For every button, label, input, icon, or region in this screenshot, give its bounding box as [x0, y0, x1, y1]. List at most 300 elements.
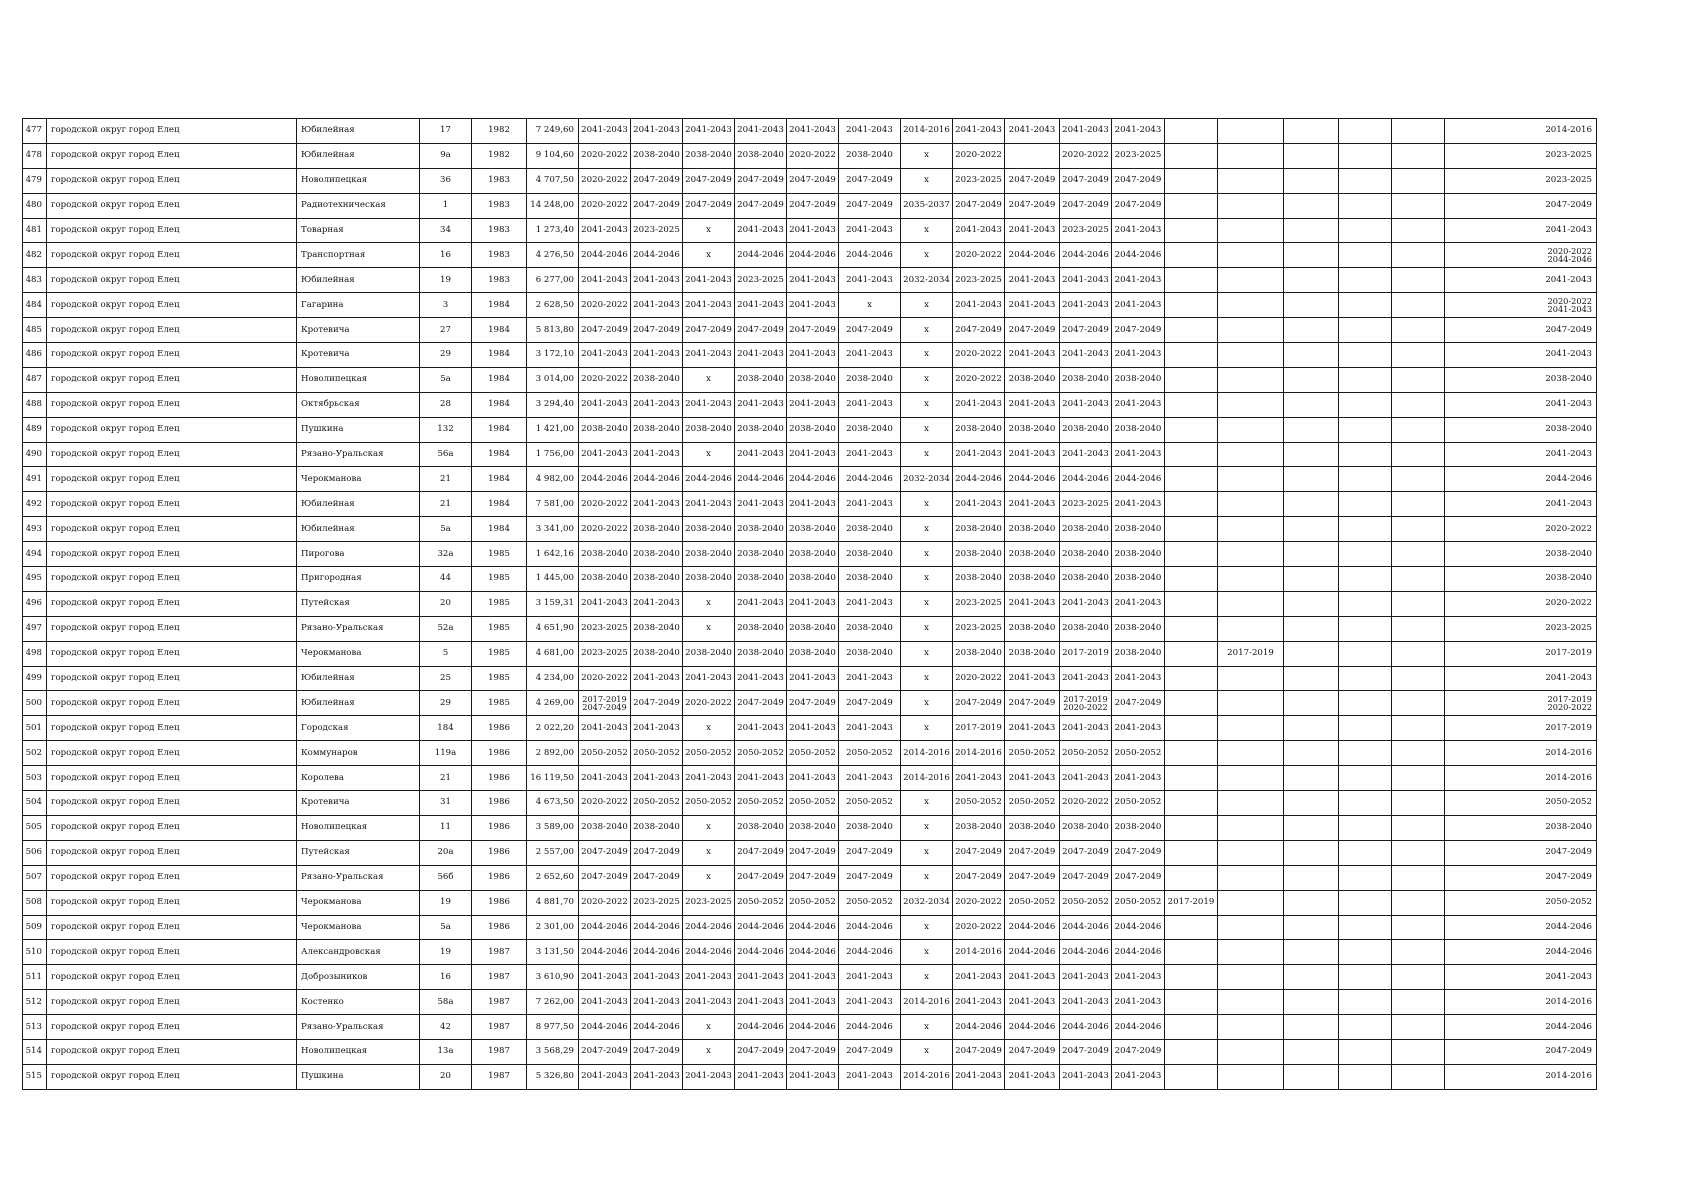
- work-period-cell: 2038-2040: [1005, 367, 1060, 392]
- street-cell: Товарная: [297, 218, 420, 243]
- work-period-cell: [1218, 940, 1284, 965]
- work-period-cell: [1218, 716, 1284, 741]
- work-period-cell: [1284, 940, 1339, 965]
- work-period-cell: 2038-2040: [1005, 616, 1060, 641]
- planned-period-cell: 2047-2049: [1445, 1039, 1597, 1064]
- work-period-cell: 2023-2025: [631, 890, 683, 915]
- planned-period-cell: 2038-2040: [1445, 542, 1597, 567]
- street-cell: Юбилейная: [297, 691, 420, 716]
- work-period-cell: 2050-2052: [1112, 791, 1165, 816]
- area-cell: 1 421,00: [527, 417, 579, 442]
- build-year-cell: 1986: [472, 915, 527, 940]
- work-period-cell: [1284, 119, 1339, 144]
- work-period-cell: 2041-2043: [787, 1064, 839, 1089]
- work-period-cell: 2038-2040: [1005, 815, 1060, 840]
- work-period-cell: [1165, 666, 1218, 691]
- work-period-cell: 2044-2046: [579, 1015, 631, 1040]
- work-period-cell: 2017-2019: [1060, 641, 1112, 666]
- work-period-cell: 2038-2040: [787, 517, 839, 542]
- work-period-cell: х: [683, 1039, 735, 1064]
- work-period-cell: 2050-2052: [1005, 890, 1060, 915]
- house-number-cell: 19: [420, 940, 472, 965]
- table-row: [23, 492, 1597, 517]
- work-period-cell: 2041-2043: [839, 591, 901, 616]
- work-period-cell: 2038-2040: [787, 542, 839, 567]
- work-period-cell: 2017-2019: [1165, 890, 1218, 915]
- work-period-cell: [1165, 791, 1218, 816]
- planned-period-cell: 2044-2046: [1445, 940, 1597, 965]
- work-period-cell: [1392, 1015, 1445, 1040]
- street-cell: Пушкина: [297, 417, 420, 442]
- work-period-cell: 2041-2043: [631, 716, 683, 741]
- work-period-cell: [1218, 865, 1284, 890]
- work-period-cell: 2041-2043: [735, 766, 787, 791]
- work-period-cell: 2044-2046: [1112, 940, 1165, 965]
- work-period-cell: 2047-2049: [787, 193, 839, 218]
- area-cell: 1 642,16: [527, 542, 579, 567]
- work-period-cell: х: [901, 915, 953, 940]
- work-period-cell: х: [901, 965, 953, 990]
- build-year-cell: 1984: [472, 343, 527, 368]
- row-number-cell: 498: [23, 641, 47, 666]
- table-row: [23, 517, 1597, 542]
- work-period-cell: 2041-2043: [735, 293, 787, 318]
- work-period-cell: 2050-2052: [1060, 741, 1112, 766]
- work-period-cell: 2041-2043: [683, 766, 735, 791]
- house-number-cell: 9а: [420, 143, 472, 168]
- work-period-cell: 2014-2016: [901, 990, 953, 1015]
- table-row: [23, 641, 1597, 666]
- work-period-cell: [1392, 392, 1445, 417]
- work-period-cell: 2047-2049: [953, 1039, 1005, 1064]
- work-period-cell: 2041-2043: [1060, 990, 1112, 1015]
- work-period-cell: х: [901, 243, 953, 268]
- work-period-cell: 2041-2043: [1060, 1064, 1112, 1089]
- work-period-cell: 2047-2049: [953, 691, 1005, 716]
- work-period-cell: 2014-2016: [901, 741, 953, 766]
- work-period-cell: [1165, 293, 1218, 318]
- work-period-cell: [1284, 865, 1339, 890]
- municipality-cell: городской округ город Елец: [47, 666, 297, 691]
- table-row: [23, 741, 1597, 766]
- work-period-cell: 2038-2040: [631, 417, 683, 442]
- work-period-cell: [1165, 990, 1218, 1015]
- work-period-cell: [1392, 940, 1445, 965]
- work-period-cell: 2038-2040: [1112, 542, 1165, 567]
- work-period-cell: [1284, 741, 1339, 766]
- work-period-cell: 2014-2016: [901, 766, 953, 791]
- work-period-cell: 2044-2046: [953, 1015, 1005, 1040]
- work-period-cell: 2041-2043: [839, 766, 901, 791]
- work-period-cell: 2038-2040: [1112, 815, 1165, 840]
- work-period-cell: 2041-2043: [1005, 965, 1060, 990]
- work-period-cell: х: [901, 367, 953, 392]
- row-number-cell: 511: [23, 965, 47, 990]
- street-cell: Юбилейная: [297, 119, 420, 144]
- work-period-cell: х: [901, 666, 953, 691]
- work-period-cell: 2041-2043: [683, 492, 735, 517]
- work-period-cell: [1284, 417, 1339, 442]
- work-period-cell: 2038-2040: [735, 815, 787, 840]
- build-year-cell: 1986: [472, 791, 527, 816]
- house-number-cell: 52а: [420, 616, 472, 641]
- row-number-cell: 489: [23, 417, 47, 442]
- table-row: [23, 168, 1597, 193]
- work-period-cell: х: [683, 616, 735, 641]
- work-period-cell: [1284, 1039, 1339, 1064]
- work-period-cell: [1165, 1039, 1218, 1064]
- planned-period-cell: 2020-2022: [1445, 517, 1597, 542]
- work-period-cell: [1339, 143, 1392, 168]
- work-period-cell: 2038-2040: [953, 641, 1005, 666]
- capital-repair-schedule-table: [22, 118, 1597, 1090]
- work-period-cell: 2044-2046: [787, 915, 839, 940]
- work-period-cell: [1284, 791, 1339, 816]
- area-cell: 3 172,10: [527, 343, 579, 368]
- work-period-cell: [1284, 243, 1339, 268]
- work-period-cell: [1284, 343, 1339, 368]
- work-period-cell: [1392, 243, 1445, 268]
- work-period-cell: 2041-2043: [579, 591, 631, 616]
- work-period-cell: 2020-2022: [579, 293, 631, 318]
- area-cell: 3 159,31: [527, 591, 579, 616]
- table-row: [23, 243, 1597, 268]
- work-period-cell: 2041-2043: [839, 990, 901, 1015]
- row-number-cell: 503: [23, 766, 47, 791]
- work-period-cell: 2038-2040: [735, 417, 787, 442]
- work-period-cell: 2041-2043: [1005, 218, 1060, 243]
- work-period-cell: [1392, 591, 1445, 616]
- area-cell: 4 276,50: [527, 243, 579, 268]
- table-row: [23, 716, 1597, 741]
- work-period-cell: 2020-2022: [953, 367, 1005, 392]
- work-period-cell: [1165, 467, 1218, 492]
- work-period-cell: [1165, 193, 1218, 218]
- work-period-cell: х: [901, 392, 953, 417]
- work-period-cell: [1339, 1039, 1392, 1064]
- work-period-cell: [1284, 666, 1339, 691]
- work-period-cell: 2041-2043: [787, 392, 839, 417]
- work-period-cell: 2041-2043: [1060, 442, 1112, 467]
- work-period-cell: 2041-2043: [1112, 343, 1165, 368]
- house-number-cell: 17: [420, 119, 472, 144]
- work-period-cell: [1218, 666, 1284, 691]
- work-period-cell: х: [901, 865, 953, 890]
- work-period-cell: 2044-2046: [787, 467, 839, 492]
- work-period-cell: 2023-2025: [953, 591, 1005, 616]
- house-number-cell: 56а: [420, 442, 472, 467]
- work-period-cell: 2041-2043: [839, 666, 901, 691]
- work-period-cell: [1284, 367, 1339, 392]
- work-period-cell: 2038-2040: [839, 143, 901, 168]
- work-period-cell: 2044-2046: [787, 243, 839, 268]
- municipality-cell: городской округ город Елец: [47, 840, 297, 865]
- work-period-cell: 2041-2043: [579, 119, 631, 144]
- work-period-cell: 2038-2040: [579, 815, 631, 840]
- house-number-cell: 21: [420, 467, 472, 492]
- work-period-cell: 2017-2019: [953, 716, 1005, 741]
- work-period-cell: 2041-2043: [735, 990, 787, 1015]
- work-period-cell: 2041-2043: [683, 119, 735, 144]
- area-cell: 1 756,00: [527, 442, 579, 467]
- work-period-cell: [1218, 990, 1284, 1015]
- work-period-cell: х: [683, 716, 735, 741]
- work-period-cell: 2020-2022: [579, 168, 631, 193]
- work-period-cell: 2041-2043: [787, 293, 839, 318]
- work-period-cell: [1392, 168, 1445, 193]
- work-period-cell: 2041-2043: [683, 965, 735, 990]
- build-year-cell: 1985: [472, 666, 527, 691]
- build-year-cell: 1984: [472, 392, 527, 417]
- work-period-cell: [1218, 1064, 1284, 1089]
- municipality-cell: городской округ город Елец: [47, 990, 297, 1015]
- row-number-cell: 496: [23, 591, 47, 616]
- work-period-cell: х: [683, 1015, 735, 1040]
- build-year-cell: 1987: [472, 940, 527, 965]
- work-period-cell: [1218, 542, 1284, 567]
- work-period-cell: [1218, 1015, 1284, 1040]
- work-period-cell: [1339, 940, 1392, 965]
- work-period-cell: 2038-2040: [839, 616, 901, 641]
- build-year-cell: 1986: [472, 741, 527, 766]
- work-period-cell: [1339, 367, 1392, 392]
- table-row: [23, 293, 1597, 318]
- street-cell: Октябрьская: [297, 392, 420, 417]
- build-year-cell: 1982: [472, 119, 527, 144]
- house-number-cell: 5а: [420, 915, 472, 940]
- work-period-cell: 2038-2040: [579, 542, 631, 567]
- work-period-cell: 2041-2043: [1005, 716, 1060, 741]
- work-period-cell: 2050-2052: [839, 791, 901, 816]
- work-period-cell: 2041-2043: [1112, 965, 1165, 990]
- house-number-cell: 42: [420, 1015, 472, 1040]
- work-period-cell: 2020-2022: [953, 243, 1005, 268]
- house-number-cell: 13а: [420, 1039, 472, 1064]
- work-period-cell: 2047-2049: [787, 840, 839, 865]
- row-number-cell: 493: [23, 517, 47, 542]
- work-period-cell: 2044-2046: [579, 940, 631, 965]
- work-period-cell: 2041-2043: [631, 119, 683, 144]
- street-cell: Пригородная: [297, 567, 420, 592]
- work-period-cell: [1392, 367, 1445, 392]
- build-year-cell: 1987: [472, 965, 527, 990]
- work-period-cell: 2047-2049: [839, 865, 901, 890]
- work-period-cell: 2044-2046: [1112, 243, 1165, 268]
- planned-period-cell: 2014-2016: [1445, 119, 1597, 144]
- work-period-cell: 2050-2052: [1060, 890, 1112, 915]
- work-period-cell: 2038-2040: [787, 641, 839, 666]
- work-period-cell: [1284, 542, 1339, 567]
- work-period-cell: 2041-2043: [953, 965, 1005, 990]
- street-cell: Юбилейная: [297, 492, 420, 517]
- work-period-cell: 2041-2043: [1060, 965, 1112, 990]
- work-period-cell: 2041-2043: [787, 218, 839, 243]
- street-cell: Рязано-Уральская: [297, 616, 420, 641]
- work-period-cell: 2041-2043: [735, 392, 787, 417]
- work-period-cell: 2041-2043: [579, 442, 631, 467]
- work-period-cell: х: [901, 417, 953, 442]
- row-number-cell: 494: [23, 542, 47, 567]
- work-period-cell: 2047-2049: [631, 318, 683, 343]
- work-period-cell: 2023-2025: [1060, 218, 1112, 243]
- work-period-cell: [1339, 318, 1392, 343]
- house-number-cell: 34: [420, 218, 472, 243]
- work-period-cell: 2041-2043: [579, 343, 631, 368]
- work-period-cell: [1339, 1015, 1392, 1040]
- work-period-cell: 2038-2040: [953, 417, 1005, 442]
- street-cell: Городская: [297, 716, 420, 741]
- work-period-cell: 2047-2049: [735, 318, 787, 343]
- row-number-cell: 514: [23, 1039, 47, 1064]
- table-row: [23, 915, 1597, 940]
- work-period-cell: 2038-2040: [839, 567, 901, 592]
- house-number-cell: 5а: [420, 517, 472, 542]
- street-cell: Юбилейная: [297, 666, 420, 691]
- work-period-cell: 2038-2040: [1060, 367, 1112, 392]
- house-number-cell: 58а: [420, 990, 472, 1015]
- build-year-cell: 1985: [472, 641, 527, 666]
- municipality-cell: городской округ город Елец: [47, 1064, 297, 1089]
- house-number-cell: 1: [420, 193, 472, 218]
- area-cell: 4 673,50: [527, 791, 579, 816]
- area-cell: 2 628,50: [527, 293, 579, 318]
- work-period-cell: 2020-2022: [683, 691, 735, 716]
- work-period-cell: 2044-2046: [735, 915, 787, 940]
- area-cell: 1 273,40: [527, 218, 579, 243]
- table-row: [23, 119, 1597, 144]
- work-period-cell: 2041-2043: [787, 119, 839, 144]
- work-period-cell: [1392, 318, 1445, 343]
- work-period-cell: 2041-2043: [787, 666, 839, 691]
- build-year-cell: 1984: [472, 517, 527, 542]
- work-period-cell: [1392, 193, 1445, 218]
- row-number-cell: 491: [23, 467, 47, 492]
- municipality-cell: городской округ город Елец: [47, 1015, 297, 1040]
- municipality-cell: городской округ город Елец: [47, 517, 297, 542]
- work-period-cell: 2041-2043: [1005, 119, 1060, 144]
- work-period-cell: [1165, 965, 1218, 990]
- work-period-cell: 2020-2022: [579, 517, 631, 542]
- table-row: [23, 666, 1597, 691]
- work-period-cell: 2047-2049: [631, 1039, 683, 1064]
- work-period-cell: [1165, 716, 1218, 741]
- municipality-cell: городской округ город Елец: [47, 268, 297, 293]
- work-period-cell: [1218, 193, 1284, 218]
- build-year-cell: 1984: [472, 467, 527, 492]
- area-cell: 16 119,50: [527, 766, 579, 791]
- work-period-cell: 2038-2040: [631, 567, 683, 592]
- row-number-cell: 510: [23, 940, 47, 965]
- work-period-cell: 2041-2043: [735, 716, 787, 741]
- work-period-cell: [1392, 666, 1445, 691]
- work-period-cell: 2041-2043: [839, 119, 901, 144]
- work-period-cell: 2041-2043: [839, 1064, 901, 1089]
- work-period-cell: 2050-2052: [1112, 741, 1165, 766]
- work-period-cell: 2041-2043: [1112, 268, 1165, 293]
- work-period-cell: 2047-2049: [1060, 168, 1112, 193]
- work-period-cell: 2041-2043: [1005, 766, 1060, 791]
- work-period-cell: 2044-2046: [683, 940, 735, 965]
- work-period-cell: 2041-2043: [631, 766, 683, 791]
- street-cell: Черокманова: [297, 915, 420, 940]
- work-period-cell: [1284, 1015, 1339, 1040]
- work-period-cell: х: [901, 840, 953, 865]
- work-period-cell: 2044-2046: [1005, 467, 1060, 492]
- work-period-cell: 2041-2043: [735, 343, 787, 368]
- work-period-cell: 2041-2043: [1112, 392, 1165, 417]
- work-period-cell: 2044-2046: [839, 467, 901, 492]
- work-period-cell: 2041-2043: [631, 442, 683, 467]
- row-number-cell: 508: [23, 890, 47, 915]
- municipality-cell: городской округ город Елец: [47, 367, 297, 392]
- row-number-cell: 509: [23, 915, 47, 940]
- area-cell: 4 234,00: [527, 666, 579, 691]
- area-cell: 2 557,00: [527, 840, 579, 865]
- area-cell: 14 248,00: [527, 193, 579, 218]
- work-period-cell: [1392, 442, 1445, 467]
- street-cell: Гагарина: [297, 293, 420, 318]
- work-period-cell: [1218, 591, 1284, 616]
- street-cell: Кротевича: [297, 791, 420, 816]
- work-period-cell: 2044-2046: [1112, 467, 1165, 492]
- row-number-cell: 506: [23, 840, 47, 865]
- work-period-cell: [1392, 517, 1445, 542]
- work-period-cell: [1392, 1064, 1445, 1089]
- municipality-cell: городской округ город Елец: [47, 766, 297, 791]
- work-period-cell: [1339, 865, 1392, 890]
- work-period-cell: 2038-2040: [735, 567, 787, 592]
- work-period-cell: 2041-2043: [1112, 1064, 1165, 1089]
- work-period-cell: 2014-2016: [953, 940, 1005, 965]
- planned-period-cell: 2017-2019 2020-2022: [1445, 691, 1597, 716]
- work-period-cell: 2038-2040: [787, 567, 839, 592]
- work-period-cell: 2038-2040: [1112, 517, 1165, 542]
- area-cell: 4 681,00: [527, 641, 579, 666]
- municipality-cell: городской округ город Елец: [47, 193, 297, 218]
- work-period-cell: 2047-2049: [631, 865, 683, 890]
- work-period-cell: 2047-2049: [683, 168, 735, 193]
- work-period-cell: 2038-2040: [839, 417, 901, 442]
- area-cell: 4 651,90: [527, 616, 579, 641]
- municipality-cell: городской округ город Елец: [47, 716, 297, 741]
- work-period-cell: 2038-2040: [683, 417, 735, 442]
- area-cell: 4 707,50: [527, 168, 579, 193]
- work-period-cell: 2041-2043: [1060, 343, 1112, 368]
- work-period-cell: 2044-2046: [1060, 243, 1112, 268]
- work-period-cell: [1218, 741, 1284, 766]
- work-period-cell: 2038-2040: [735, 143, 787, 168]
- work-period-cell: 2020-2022: [953, 915, 1005, 940]
- work-period-cell: 2044-2046: [1060, 1015, 1112, 1040]
- work-period-cell: 2041-2043: [1060, 268, 1112, 293]
- row-number-cell: 477: [23, 119, 47, 144]
- work-period-cell: 2047-2049: [953, 193, 1005, 218]
- work-period-cell: 2041-2043: [631, 1064, 683, 1089]
- area-cell: 8 977,50: [527, 1015, 579, 1040]
- planned-period-cell: 2038-2040: [1445, 367, 1597, 392]
- build-year-cell: 1985: [472, 567, 527, 592]
- planned-period-cell: 2014-2016: [1445, 1064, 1597, 1089]
- planned-period-cell: 2020-2022 2044-2046: [1445, 243, 1597, 268]
- build-year-cell: 1983: [472, 168, 527, 193]
- work-period-cell: 2044-2046: [631, 1015, 683, 1040]
- work-period-cell: х: [901, 492, 953, 517]
- work-period-cell: 2047-2049: [1005, 840, 1060, 865]
- street-cell: Радиотехническая: [297, 193, 420, 218]
- work-period-cell: [1165, 915, 1218, 940]
- work-period-cell: [1392, 791, 1445, 816]
- work-period-cell: 2041-2043: [839, 716, 901, 741]
